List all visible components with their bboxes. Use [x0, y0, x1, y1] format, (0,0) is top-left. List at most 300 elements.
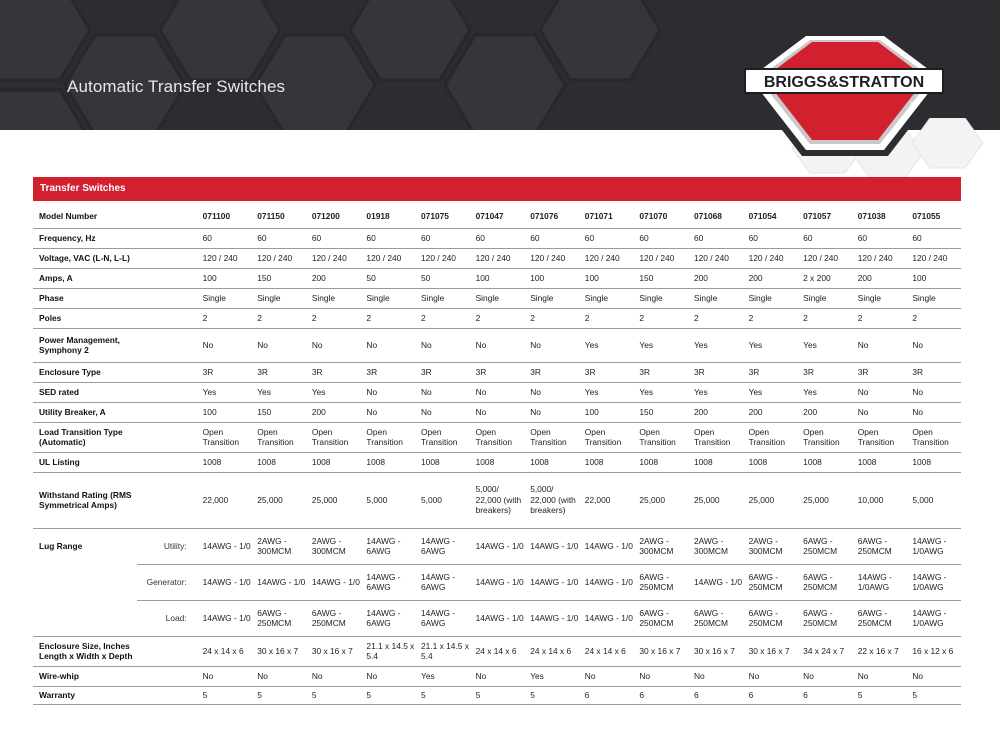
table-cell: 14AWG - 1/0: [579, 600, 634, 636]
table-cell: 14AWG - 1/0AWG: [906, 600, 961, 636]
row-sublabel: Load:: [137, 600, 197, 636]
table-cell: 14AWG - 6AWG: [415, 528, 470, 564]
table-cell: Single: [251, 288, 306, 308]
table-cell: Single: [852, 288, 907, 308]
row-label: SED rated: [33, 382, 137, 402]
table-cell: 6AWG - 250MCM: [306, 600, 361, 636]
table-cell: 1008: [415, 452, 470, 472]
row-label: Enclosure Type: [33, 362, 137, 382]
table-cell: 3R: [524, 362, 579, 382]
table-cell: 60: [633, 228, 688, 248]
table-cell: 60: [251, 228, 306, 248]
row-sublabel: [137, 308, 197, 328]
table-cell: 2: [688, 308, 743, 328]
row-sublabel: [137, 248, 197, 268]
table-cell: No: [306, 666, 361, 686]
table-cell: No: [852, 328, 907, 362]
table-cell: No: [524, 402, 579, 422]
row-label: Load Transition Type (Automatic): [33, 422, 137, 452]
table-cell: 30 x 16 x 7: [688, 636, 743, 666]
table-cell: 1008: [197, 452, 252, 472]
row-sublabel: [137, 362, 197, 382]
table-cell: 30 x 16 x 7: [633, 636, 688, 666]
table-cell: 6AWG - 250MCM: [688, 600, 743, 636]
table-row: [33, 228, 961, 248]
table-cell: 120 / 240: [470, 248, 525, 268]
section-banner: [33, 177, 961, 201]
table-cell: 2: [415, 308, 470, 328]
row-label: Warranty: [33, 686, 137, 704]
table-cell: Open Transition: [688, 422, 743, 452]
table-cell: 24 x 14 x 6: [470, 636, 525, 666]
table-cell: 1008: [852, 452, 907, 472]
table-cell: 5: [524, 686, 579, 704]
table-cell: 6AWG - 250MCM: [852, 528, 907, 564]
table-cell: Open Transition: [852, 422, 907, 452]
row-label: Power Management, Symphony 2: [33, 328, 137, 362]
table-cell: 25,000: [306, 472, 361, 528]
table-cell: No: [524, 328, 579, 362]
table-cell: No: [743, 666, 798, 686]
table-cell: Single: [470, 288, 525, 308]
table-cell: 1008: [633, 452, 688, 472]
section-banner-label: Transfer Switches: [40, 183, 126, 194]
table-cell: 6: [633, 686, 688, 704]
table-cell: Single: [415, 288, 470, 308]
table-cell: 5,000: [415, 472, 470, 528]
row-label: [33, 564, 137, 600]
table-cell: Yes: [415, 666, 470, 686]
table-cell: 120 / 240: [688, 248, 743, 268]
table-row: [33, 564, 961, 600]
table-cell: 200: [743, 268, 798, 288]
table-cell: No: [197, 328, 252, 362]
table-cell: No: [360, 666, 415, 686]
table-cell: 6: [579, 686, 634, 704]
table-cell: 5: [360, 686, 415, 704]
table-cell: 3R: [251, 362, 306, 382]
table-cell: 14AWG - 1/0: [524, 600, 579, 636]
table-cell: 14AWG - 6AWG: [415, 600, 470, 636]
table-cell: 14AWG - 1/0AWG: [852, 564, 907, 600]
table-cell: Yes: [797, 328, 852, 362]
row-label: Withstand Rating (RMS Symmetrical Amps): [33, 472, 137, 528]
table-cell: No: [579, 666, 634, 686]
table-cell: 14AWG - 1/0: [579, 528, 634, 564]
table-cell: 14AWG - 1/0: [688, 564, 743, 600]
row-label: Wire-whip: [33, 666, 137, 686]
table-cell: 200: [688, 402, 743, 422]
table-cell: Single: [306, 288, 361, 308]
table-cell: 14AWG - 1/0: [251, 564, 306, 600]
table-cell: 6: [688, 686, 743, 704]
table-row: [33, 362, 961, 382]
table-row: [33, 636, 961, 666]
table-cell: No: [415, 382, 470, 402]
table-cell: 071200: [306, 204, 361, 228]
row-label: Enclosure Size, Inches Length x Width x Depth: [33, 636, 137, 666]
table-cell: 3R: [360, 362, 415, 382]
table-cell: 14AWG - 6AWG: [415, 564, 470, 600]
table-cell: 3R: [579, 362, 634, 382]
table-row: [33, 308, 961, 328]
table-cell: 14AWG - 1/0: [197, 528, 252, 564]
table-cell: 60: [688, 228, 743, 248]
table-cell: 60: [852, 228, 907, 248]
table-cell: 2: [306, 308, 361, 328]
row-sublabel: [137, 288, 197, 308]
table-cell: 3R: [743, 362, 798, 382]
table-cell: 10,000: [852, 472, 907, 528]
table-cell: Open Transition: [579, 422, 634, 452]
table-cell: 2: [251, 308, 306, 328]
table-cell: 150: [251, 268, 306, 288]
table-cell: 100: [197, 268, 252, 288]
table-cell: 2 x 200: [797, 268, 852, 288]
table-cell: 200: [797, 402, 852, 422]
row-sublabel: [137, 228, 197, 248]
table-cell: 120 / 240: [906, 248, 961, 268]
table-cell: 25,000: [797, 472, 852, 528]
table-cell: 16 x 12 x 6: [906, 636, 961, 666]
table-cell: 150: [633, 402, 688, 422]
table-cell: 5: [852, 686, 907, 704]
table-cell: 071068: [688, 204, 743, 228]
table-cell: 2: [470, 308, 525, 328]
table-row: [33, 288, 961, 308]
table-cell: 60: [470, 228, 525, 248]
table-cell: No: [906, 666, 961, 686]
table-cell: 2: [197, 308, 252, 328]
table-cell: 6AWG - 250MCM: [633, 564, 688, 600]
table-row: [33, 600, 961, 636]
table-cell: 3R: [688, 362, 743, 382]
table-cell: Open Transition: [251, 422, 306, 452]
table-cell: 30 x 16 x 7: [306, 636, 361, 666]
row-label: UL Listing: [33, 452, 137, 472]
table-cell: 100: [470, 268, 525, 288]
table-cell: 5: [415, 686, 470, 704]
table-cell: 24 x 14 x 6: [197, 636, 252, 666]
table-cell: 2AWG - 300MCM: [743, 528, 798, 564]
table-cell: Single: [688, 288, 743, 308]
table-cell: Single: [797, 288, 852, 308]
table-cell: Single: [743, 288, 798, 308]
table-cell: 120 / 240: [852, 248, 907, 268]
table-cell: 071057: [797, 204, 852, 228]
table-cell: 5: [197, 686, 252, 704]
table-cell: Single: [633, 288, 688, 308]
table-cell: 1008: [906, 452, 961, 472]
table-cell: Yes: [688, 328, 743, 362]
table-cell: 071054: [743, 204, 798, 228]
table-cell: Yes: [579, 328, 634, 362]
table-cell: No: [197, 666, 252, 686]
row-sublabel: Generator:: [137, 564, 197, 600]
table-cell: 14AWG - 6AWG: [360, 564, 415, 600]
row-sublabel: [137, 666, 197, 686]
table-cell: 100: [579, 268, 634, 288]
table-cell: 2: [360, 308, 415, 328]
table-cell: 60: [906, 228, 961, 248]
table-cell: 25,000: [688, 472, 743, 528]
table-cell: 3R: [797, 362, 852, 382]
table-cell: 14AWG - 1/0: [197, 600, 252, 636]
table-cell: 1008: [251, 452, 306, 472]
table-cell: 14AWG - 1/0: [197, 564, 252, 600]
row-label: Phase: [33, 288, 137, 308]
table-cell: 14AWG - 1/0: [470, 600, 525, 636]
table-row: [33, 268, 961, 288]
table-cell: 5: [251, 686, 306, 704]
table-cell: 120 / 240: [415, 248, 470, 268]
table-cell: Single: [197, 288, 252, 308]
row-label: Voltage, VAC (L-N, L-L): [33, 248, 137, 268]
table-cell: Open Transition: [197, 422, 252, 452]
table-cell: 1008: [306, 452, 361, 472]
table-cell: 5,000/ 22,000 (with breakers): [524, 472, 579, 528]
row-sublabel: [137, 636, 197, 666]
table-cell: 6AWG - 250MCM: [633, 600, 688, 636]
table-cell: 14AWG - 1/0AWG: [906, 528, 961, 564]
table-cell: 2: [579, 308, 634, 328]
table-cell: 3R: [470, 362, 525, 382]
table-cell: 24 x 14 x 6: [524, 636, 579, 666]
briggs-stratton-logo: [740, 32, 950, 157]
table-cell: Yes: [633, 382, 688, 402]
table-cell: 3R: [197, 362, 252, 382]
table-cell: 071100: [197, 204, 252, 228]
table-cell: No: [470, 328, 525, 362]
table-cell: Yes: [688, 382, 743, 402]
row-sublabel: Utility:: [137, 528, 197, 564]
table-cell: 14AWG - 1/0: [524, 528, 579, 564]
table-cell: 60: [524, 228, 579, 248]
row-sublabel: [137, 452, 197, 472]
table-row: [33, 402, 961, 422]
table-cell: No: [415, 328, 470, 362]
table-cell: 071038: [852, 204, 907, 228]
table-cell: 14AWG - 1/0: [524, 564, 579, 600]
table-cell: 6AWG - 250MCM: [797, 564, 852, 600]
table-row: [33, 452, 961, 472]
table-cell: 50: [360, 268, 415, 288]
table-cell: 071071: [579, 204, 634, 228]
page-title: Automatic Transfer Switches: [67, 77, 286, 96]
row-label: Poles: [33, 308, 137, 328]
table-cell: No: [633, 666, 688, 686]
table-cell: 2AWG - 300MCM: [251, 528, 306, 564]
table-cell: 6: [797, 686, 852, 704]
table-cell: 6AWG - 250MCM: [743, 564, 798, 600]
table-row: [33, 686, 961, 704]
table-cell: 3R: [906, 362, 961, 382]
table-cell: 22,000: [579, 472, 634, 528]
table-cell: No: [360, 402, 415, 422]
table-cell: 5: [306, 686, 361, 704]
table-cell: 6AWG - 250MCM: [251, 600, 306, 636]
table-cell: 25,000: [251, 472, 306, 528]
table-cell: No: [251, 328, 306, 362]
table-cell: 6: [743, 686, 798, 704]
table-cell: 200: [306, 402, 361, 422]
table-cell: 60: [743, 228, 798, 248]
table-cell: Single: [524, 288, 579, 308]
table-cell: 100: [524, 268, 579, 288]
table-cell: No: [906, 382, 961, 402]
table-cell: 5: [470, 686, 525, 704]
table-cell: 150: [633, 268, 688, 288]
table-cell: 1008: [688, 452, 743, 472]
table-cell: 120 / 240: [633, 248, 688, 268]
table-cell: 3R: [633, 362, 688, 382]
table-cell: 60: [197, 228, 252, 248]
row-sublabel: [137, 204, 197, 228]
row-sublabel: [137, 686, 197, 704]
table-cell: 071070: [633, 204, 688, 228]
table-cell: No: [360, 382, 415, 402]
table-cell: 5,000/ 22,000 (with breakers): [470, 472, 525, 528]
table-cell: 1008: [470, 452, 525, 472]
table-cell: 120 / 240: [197, 248, 252, 268]
table-cell: Yes: [797, 382, 852, 402]
table-cell: 1008: [743, 452, 798, 472]
table-cell: 60: [797, 228, 852, 248]
table-cell: 120 / 240: [251, 248, 306, 268]
table-cell: 100: [579, 402, 634, 422]
table-cell: 14AWG - 6AWG: [360, 528, 415, 564]
row-label: Frequency, Hz: [33, 228, 137, 248]
table-cell: 60: [415, 228, 470, 248]
table-cell: Yes: [197, 382, 252, 402]
row-label: Lug Range: [39, 541, 83, 551]
table-cell: Single: [579, 288, 634, 308]
table-cell: 071047: [470, 204, 525, 228]
table-row: [33, 472, 961, 528]
row-label: Utility Breaker, A: [33, 402, 137, 422]
table-cell: 100: [197, 402, 252, 422]
table-cell: 14AWG - 1/0AWG: [906, 564, 961, 600]
table-cell: 200: [688, 268, 743, 288]
table-cell: 2: [743, 308, 798, 328]
table-cell: Open Transition: [633, 422, 688, 452]
table-cell: Yes: [633, 328, 688, 362]
table-cell: 1008: [524, 452, 579, 472]
table-cell: Open Transition: [415, 422, 470, 452]
table-cell: 5: [906, 686, 961, 704]
table-cell: Open Transition: [797, 422, 852, 452]
row-sublabel: [137, 402, 197, 422]
table-cell: No: [688, 666, 743, 686]
table-cell: 22,000: [197, 472, 252, 528]
table-cell: 30 x 16 x 7: [743, 636, 798, 666]
table-cell: 1008: [360, 452, 415, 472]
table-cell: 14AWG - 6AWG: [360, 600, 415, 636]
table-cell: 6AWG - 250MCM: [743, 600, 798, 636]
table-cell: No: [415, 402, 470, 422]
table-cell: Yes: [524, 666, 579, 686]
table-cell: 50: [415, 268, 470, 288]
table-cell: Yes: [743, 328, 798, 362]
table-cell: 100: [906, 268, 961, 288]
table-cell: 25,000: [633, 472, 688, 528]
table-cell: 2: [524, 308, 579, 328]
table-cell: 071150: [251, 204, 306, 228]
table-cell: No: [852, 666, 907, 686]
table-cell: 071055: [906, 204, 961, 228]
table-cell: Open Transition: [743, 422, 798, 452]
table-cell: No: [251, 666, 306, 686]
table-cell: 120 / 240: [579, 248, 634, 268]
table-cell: 6AWG - 250MCM: [797, 600, 852, 636]
table-cell: Yes: [579, 382, 634, 402]
logo-text: BRIGGS&STRATTON: [763, 74, 925, 91]
table-cell: 2: [797, 308, 852, 328]
row-sublabel: [137, 382, 197, 402]
table-row: [33, 666, 961, 686]
row-sublabel: [137, 268, 197, 288]
table-cell: No: [906, 402, 961, 422]
table-cell: 01918: [360, 204, 415, 228]
table-cell: 2: [906, 308, 961, 328]
row-sublabel: [137, 328, 197, 362]
table-cell: 24 x 14 x 6: [579, 636, 634, 666]
table-cell: Open Transition: [306, 422, 361, 452]
row-sublabel: [137, 472, 197, 528]
table-cell: 14AWG - 1/0: [579, 564, 634, 600]
table-cell: 120 / 240: [360, 248, 415, 268]
table-cell: 30 x 16 x 7: [251, 636, 306, 666]
table-row: [33, 328, 961, 362]
table-cell: 6AWG - 250MCM: [797, 528, 852, 564]
table-cell: 200: [852, 268, 907, 288]
table-cell: No: [360, 328, 415, 362]
table-cell: 2AWG - 300MCM: [688, 528, 743, 564]
table-cell: 34 x 24 x 7: [797, 636, 852, 666]
table-row: [33, 382, 961, 402]
table-cell: Open Transition: [524, 422, 579, 452]
table-cell: 200: [743, 402, 798, 422]
table-cell: No: [306, 328, 361, 362]
table-cell: 21.1 x 14.5 x 5.4: [415, 636, 470, 666]
table-cell: 3R: [415, 362, 470, 382]
table-cell: Open Transition: [360, 422, 415, 452]
table-cell: No: [906, 328, 961, 362]
table-cell: Single: [906, 288, 961, 308]
table-cell: 60: [579, 228, 634, 248]
table-cell: No: [470, 666, 525, 686]
table-cell: 120 / 240: [524, 248, 579, 268]
table-cell: 22 x 16 x 7: [852, 636, 907, 666]
table-row: [33, 528, 961, 564]
table-cell: No: [470, 382, 525, 402]
spec-table: [33, 204, 961, 705]
table-cell: 120 / 240: [306, 248, 361, 268]
table-cell: No: [797, 666, 852, 686]
table-cell: Single: [360, 288, 415, 308]
table-cell: 5,000: [906, 472, 961, 528]
table-cell: 120 / 240: [743, 248, 798, 268]
table-cell: No: [852, 402, 907, 422]
table-cell: Yes: [306, 382, 361, 402]
table-cell: 071075: [415, 204, 470, 228]
table-cell: 14AWG - 1/0: [470, 564, 525, 600]
table-cell: 5,000: [360, 472, 415, 528]
table-cell: 3R: [306, 362, 361, 382]
table-cell: Open Transition: [906, 422, 961, 452]
table-cell: 150: [251, 402, 306, 422]
table-cell: 120 / 240: [797, 248, 852, 268]
